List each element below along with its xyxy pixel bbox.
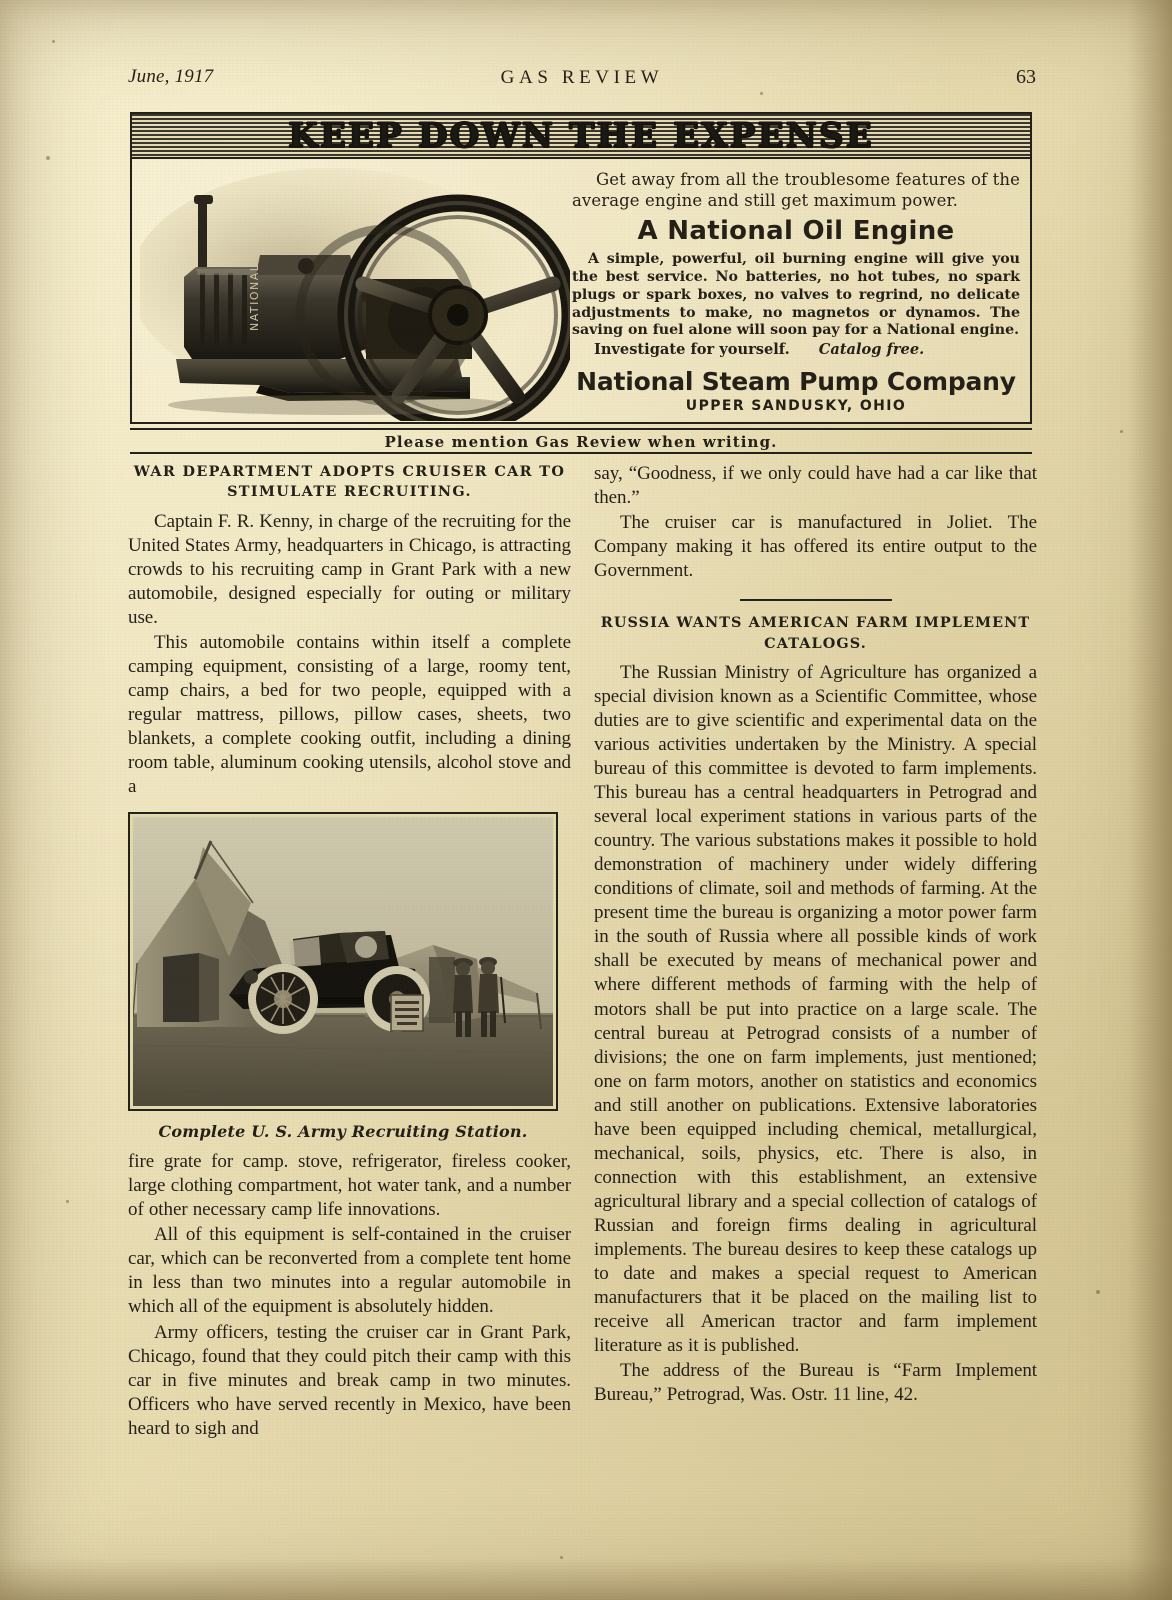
section-divider-rule — [740, 599, 892, 601]
oil-engine-illustration — [140, 163, 570, 421]
ad-lede: Get away from all the troublesome features of the average engine and still get maximum power. — [572, 170, 1020, 211]
running-head — [128, 66, 1036, 92]
right-article-headline: RUSSIA WANTS AMERICAN FARM IMPLEMENT CATALOGS. — [600, 614, 1031, 652]
paper-speck — [52, 40, 55, 43]
left-column — [128, 462, 571, 1442]
issue-date: June, 1917 — [128, 66, 214, 87]
recruiting-station-photo — [133, 817, 553, 1106]
ad-product-name: A National Oil Engine — [637, 215, 955, 246]
paper-speck — [1096, 1290, 1100, 1294]
left-paragraph-5: Army officers, testing the cruiser car in Grant Park, Chicago, found that they could pitch their camp with this car in five minutes and break camp in two minutes. Officers who have served recently in Mexico, have been heard to sigh and — [128, 1321, 571, 1439]
ad-body — [132, 157, 1030, 422]
ad-catalog-free: Catalog free. — [818, 341, 925, 359]
left-paragraph-4: All of this equipment is self-contained in the cruiser car, which can be reconverted from a complete tent home in less than two minutes into a regular automobile in which all of the equipment is absolutely hidden. — [128, 1224, 571, 1318]
ad-company-city: UPPER SANDUSKY, OHIO — [685, 398, 907, 415]
mention-rule-bottom — [130, 452, 1032, 454]
ad-copy — [572, 169, 1020, 418]
paper-speck — [66, 1200, 69, 1203]
advertisement — [130, 112, 1032, 424]
left-paragraph-2: This automobile contains within itself a complete camping equipment, consisting of a large, roomy tent, camp chairs, a bed for two people, equipped with a regular mattress, pillows, pillow cases, sheets, two blankets, a complete cooking outfit, including a dining room table, aluminum cooking utensils, alcohol stove and a — [128, 632, 571, 798]
page-number: 63 — [1016, 66, 1036, 88]
page-edge-shading-bottom — [0, 1558, 1172, 1600]
paper-speck — [46, 156, 50, 160]
ad-company-name: National Steam Pump Company — [576, 367, 1016, 397]
right-paragraph-3: The Russian Ministry of Agriculture has organized a special division known as a Scientific Committee, whose duties are to give scientific and experimental data on the various activities undertaken by the Ministry. A special bureau of this committee is devoted to farm implements. This bureau has a central headquarters in Petrograd and several local experiment stations in various parts of the country. The various substations makes it possible to hold demonstration of machinery under widely differing conditions of climate, soil and methods of farming. At the present time the bureau is organizing a motor power farm in the south of Russia where all possible kinds of work shall be executed by means of mechanical power and where different methods of farming with the help of motors shall be put into practice on a large scale. The central bureau at Petrograd consists of a number of divisions; the one on farm implements, just mentioned; one on farm motors, another on statistics and economics and still another on publications. Extensive laboratories have been equipped including chemical, metallurgical, mechanical, soils, physics, etc. There is also, in connection with this establishment, an extensive agricultural library and a special collection of catalogs of Russian and foreign firms dealing in agricultural implements. The bureau desires to keep these catalogs up to date and makes a special request to American manufacturers that it be placed on the mailing list to receive all American tractor and farm implement literature as it is published. — [594, 662, 1037, 1356]
ad-body-text: A simple, powerful, oil burning engine will give you the best service. No batteries, no hot tubes, no spark plugs or spark boxes, no valves to regrind, no delicate adjustments to make, no magnetos or dynamos. The saving on fuel alone will soon pay for a National engine. — [572, 250, 1020, 339]
photo-caption: Complete U. S. Army Recruiting Station. — [158, 1122, 528, 1142]
engine-badge-text: NATIONAL — [248, 263, 261, 331]
photo-frame — [128, 812, 558, 1111]
ad-banner — [132, 114, 1030, 159]
left-paragraph-1: Captain F. R. Kenny, in charge of the recruiting for the United States Army, headquarters in Chicago, is attracting crowds to his recruiting camp in Grant Park with a new automobile, designed especially for outing or military use. — [128, 510, 571, 629]
right-paragraph-2: The cruiser car is manufactured in Joliet. The Company making it has offered its entire output to the Government. — [594, 512, 1037, 582]
page-edge-shading-right — [1128, 0, 1172, 1600]
right-paragraph-1: say, “Goodness, if we only could have had a car like that then.” — [594, 463, 1037, 509]
ad-investigate-line — [572, 341, 1020, 358]
paper-speck — [560, 1556, 563, 1559]
magazine-title: GAS REVIEW — [500, 67, 664, 88]
right-paragraph-4: The address of the Bureau is “Farm Implement Bureau,” Petrograd, Was. Ostr. 11 line, 42. — [594, 1359, 1037, 1405]
ad-banner-headline: KEEP DOWN THE EXPENSE — [288, 115, 874, 156]
paper-speck — [760, 92, 763, 95]
photo-figure — [128, 812, 558, 1141]
left-article-headline: WAR DEPARTMENT ADOPTS CRUISER CAR TO STIMULATE RECRUITING. — [133, 463, 566, 501]
left-paragraph-3: fire grate for camp. stove, refrigerator, fireless cooker, large clothing compartment, hot water tank, and a number of other necessary camp life innovations. — [128, 1151, 571, 1221]
right-column — [594, 462, 1037, 1408]
ad-investigate-text: Investigate for yourself. — [594, 341, 790, 359]
paper-speck — [1120, 430, 1123, 433]
mention-line: Please mention Gas Review when writing. — [384, 433, 778, 451]
